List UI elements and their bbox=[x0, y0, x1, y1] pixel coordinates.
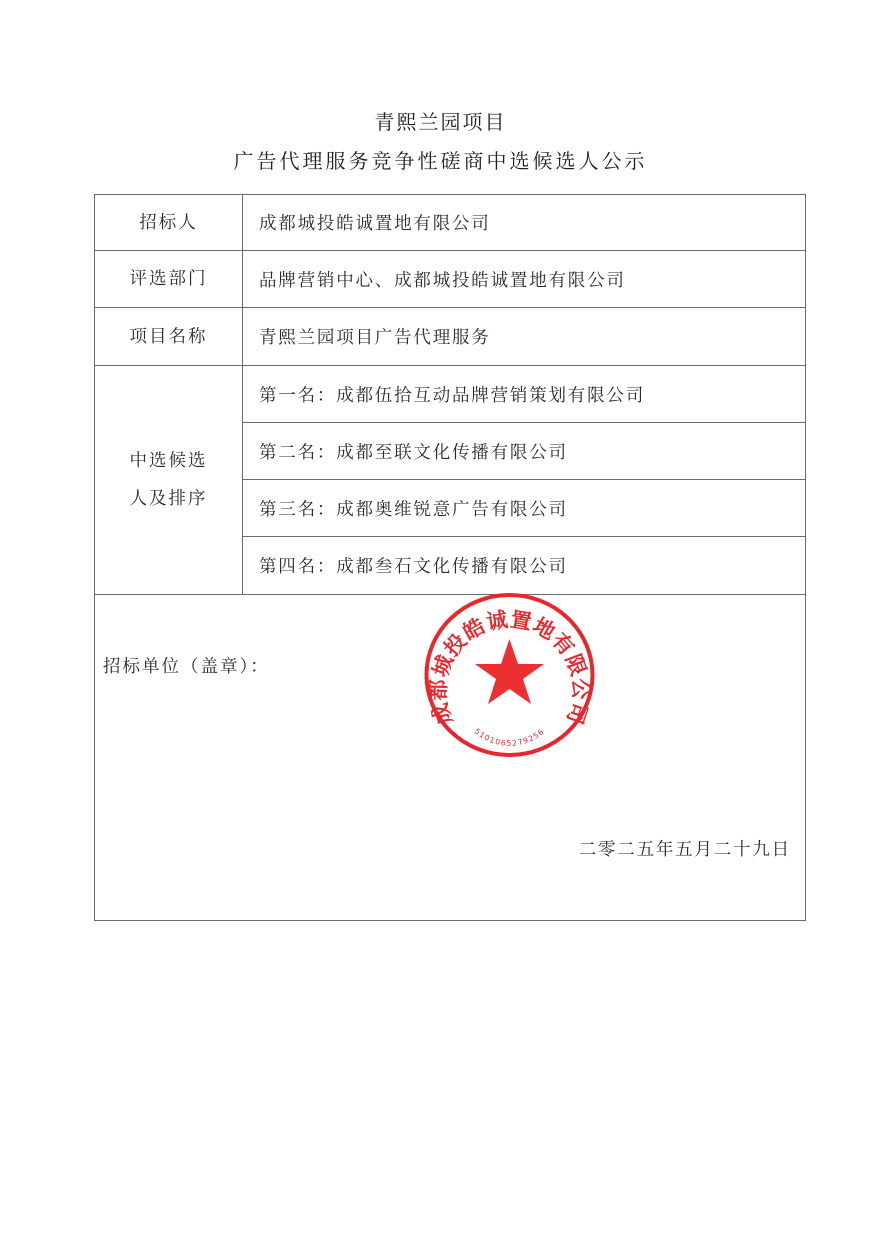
candidates-label bbox=[95, 366, 243, 594]
document-title-line1: 青熙兰园项目 bbox=[374, 110, 507, 134]
row-label: 评选部门 bbox=[95, 251, 243, 307]
svg-text:5101065279256 bbox=[473, 727, 547, 748]
table-row-project-name bbox=[95, 308, 805, 366]
row-label: 招标人 bbox=[95, 195, 243, 250]
seal-code-text: 5101065279256 bbox=[472, 726, 547, 748]
seal-label: 招标单位（盖章）： bbox=[103, 657, 270, 677]
table-row-evaluation-dept bbox=[95, 251, 805, 308]
candidate-item: 第四名：成都叁石文化传播有限公司 bbox=[259, 557, 568, 577]
document-title-line2: 广告代理服务竞争性磋商中选候选人公示 bbox=[233, 149, 648, 173]
row-value: 品牌营销中心、成都城投皓诚置地有限公司 bbox=[259, 270, 626, 291]
company-seal-icon bbox=[422, 591, 597, 759]
row-value: 青熙兰园项目广告代理服务 bbox=[259, 328, 491, 348]
candidate-list bbox=[243, 366, 805, 594]
announcement-date: 二零二五年五月二十九日 bbox=[578, 840, 791, 860]
candidates-label-line2: 人及排序 bbox=[129, 489, 208, 509]
seal-company-text: 成都城投皓诚置地有限公司 bbox=[425, 606, 594, 729]
announcement-table bbox=[94, 194, 806, 921]
row-value: 成都城投皓诚置地有限公司 bbox=[259, 214, 491, 234]
seal-star-icon bbox=[475, 639, 544, 704]
table-row-candidates bbox=[95, 366, 805, 595]
candidate-item: 第三名：成都奥维锐意广告有限公司 bbox=[243, 480, 805, 537]
candidate-item: 第二名：成都至联文化传播有限公司 bbox=[243, 423, 805, 480]
candidate-item: 第一名：成都伍拾互动品牌营销策划有限公司 bbox=[243, 366, 805, 423]
candidates-label-line1: 中选候选 bbox=[129, 451, 208, 471]
row-label: 项目名称 bbox=[95, 308, 243, 365]
table-row-tenderer bbox=[95, 195, 805, 251]
